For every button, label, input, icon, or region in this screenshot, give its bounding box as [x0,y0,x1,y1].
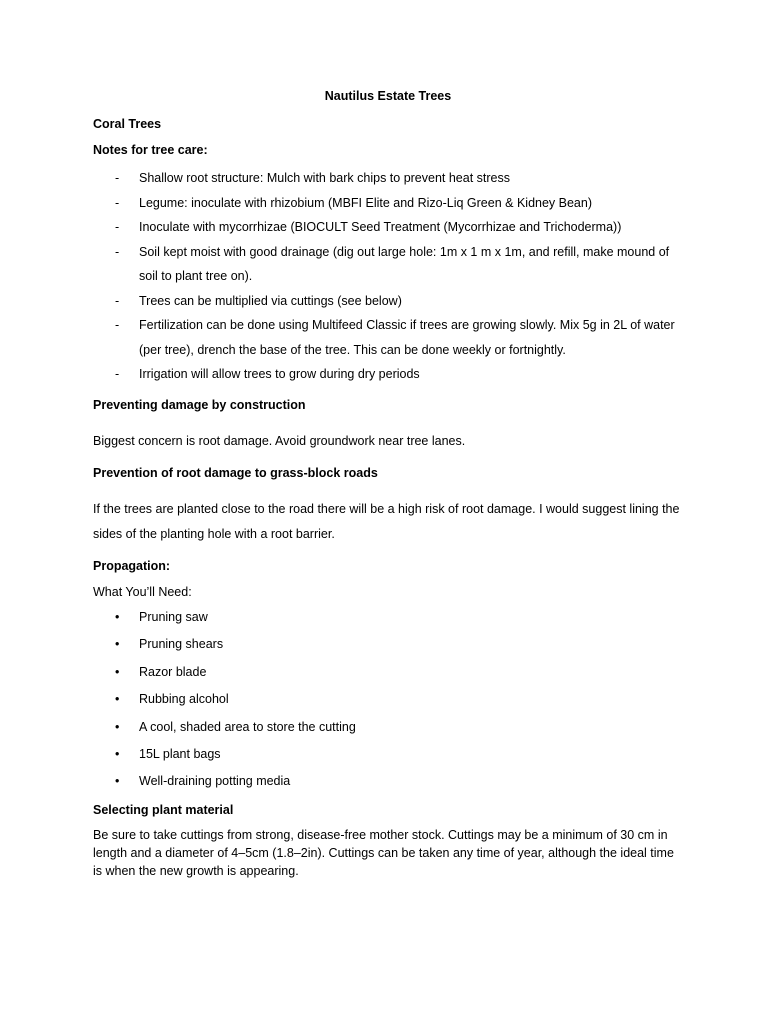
care-list-item [93,191,683,216]
care-item-text: Soil kept moist with good drainage (dig out large hole: 1m x 1 m x 1m, and refill, make mound of soil to plant tree on). [139,244,670,283]
dash-marker: - [115,244,120,259]
dash-marker: - [115,318,120,332]
need-item-text: Razor blade [139,664,207,679]
care-list-item [93,289,683,314]
care-list [93,166,683,387]
care-list-item [93,166,683,191]
need-item-text: Well-draining potting media [139,774,291,789]
need-list-item [93,718,683,736]
construction-text: Biggest concern is root damage. Avoid groundwork near tree lanes. [93,433,466,448]
care-item-text: Trees can be multiplied via cuttings (see below) [139,293,402,308]
bullet-marker: • [115,746,120,761]
care-list-item [93,215,683,240]
bullet-marker: • [115,610,120,624]
selecting-text: Be sure to take cuttings from strong, disease-free mother stock. Cuttings may be a minimum of 30 cm in length and a diameter of 4–5cm (1.8–2in). Cuttings can be taken any time of year, although the ideal time is when the new growth is appearing. [93,827,674,878]
document-body [93,86,683,880]
care-item-text: Shallow root structure: Mulch with bark chips to prevent heat stress [139,171,510,185]
bullet-marker: • [115,719,120,734]
care-item-text: Irrigation will allow trees to grow during dry periods [139,367,420,381]
bullet-marker: • [115,664,120,679]
need-item-text: Pruning saw [139,610,208,624]
need-item-text: 15L plant bags [139,746,221,761]
dash-marker: - [115,367,120,381]
care-list-item [93,240,683,289]
section-title: Coral Trees [93,117,162,131]
dash-marker: - [115,171,120,185]
document-title: Nautilus Estate Trees [324,89,452,103]
roads-text: If the trees are planted close to the road there will be a high risk of root damage. I would suggest lining the sides of the planting hole with a root barrier. [93,502,680,541]
need-label: What You’ll Need: [93,585,192,599]
dash-marker: - [115,293,120,308]
construction-heading: Preventing damage by construction [93,397,306,412]
need-list [93,608,683,790]
propagation-heading: Propagation: [93,559,171,573]
care-list-item [93,313,683,362]
dash-marker: - [115,220,120,234]
bullet-marker: • [115,637,120,652]
care-list-item [93,362,683,387]
care-item-text: Legume: inoculate with rhizobium (MBFI Elite and Rizo-Liq Green & Kidney Bean) [139,195,592,210]
need-list-item [93,745,683,763]
need-list-item [93,772,683,790]
bullet-marker: • [115,774,120,789]
need-list-item [93,608,683,626]
care-item-text: Inoculate with mycorrhizae (BIOCULT Seed Treatment (Mycorrhizae and Trichoderma)) [139,220,622,234]
care-heading: Notes for tree care: [93,143,208,157]
roads-heading: Prevention of root damage to grass-block roads [93,466,378,480]
care-item-text: Fertilization can be done using Multifeed Classic if trees are growing slowly. Mix 5g in 2L of water (per tree), drench the base of the tree. This can be done weekly or fortnightly. [139,318,675,357]
bullet-marker: • [115,692,120,707]
selecting-heading: Selecting plant material [93,802,234,817]
need-list-item [93,663,683,681]
need-item-text: A cool, shaded area to store the cutting [139,719,356,734]
need-item-text: Rubbing alcohol [139,692,229,707]
dash-marker: - [115,195,120,210]
need-list-item [93,635,683,653]
need-list-item [93,690,683,708]
need-item-text: Pruning shears [139,637,224,652]
